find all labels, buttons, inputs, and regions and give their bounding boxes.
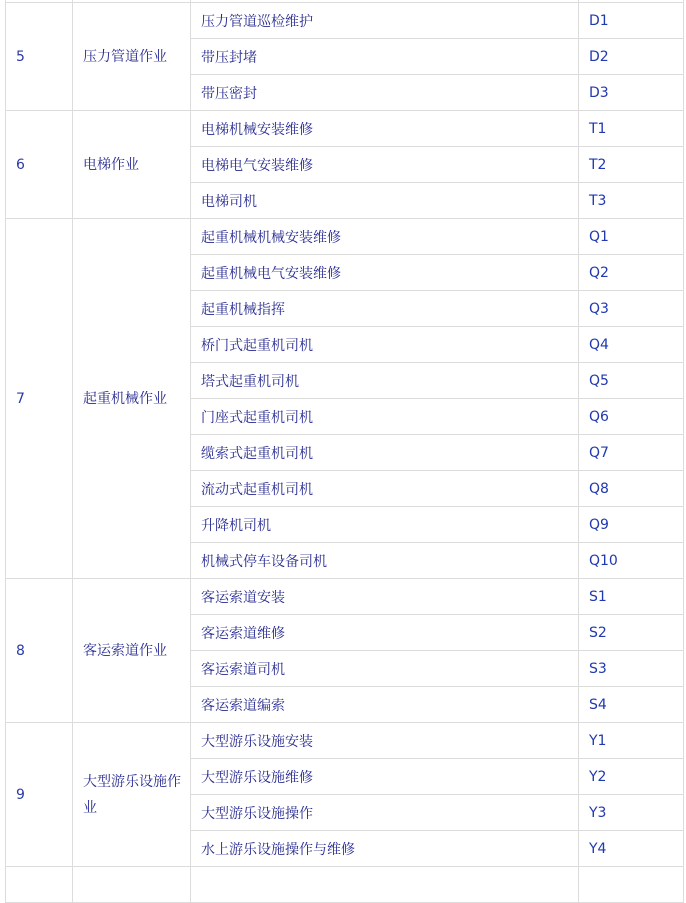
item-name-cell: 电梯电气安装维修 <box>191 147 579 183</box>
group-number-cell: 9 <box>6 723 73 867</box>
category-cell: 电梯作业 <box>73 111 191 219</box>
item-name-cell: 大型游乐设施操作 <box>191 795 579 831</box>
item-code-cell: Q3 <box>579 291 684 327</box>
item-name-cell: 桥门式起重机司机 <box>191 327 579 363</box>
operation-category-table <box>5 0 684 903</box>
category-cell: 起重机械作业 <box>73 219 191 579</box>
item-code-cell: Q1 <box>579 219 684 255</box>
item-code-cell: Q6 <box>579 399 684 435</box>
item-code-cell: T3 <box>579 183 684 219</box>
item-name-cell: 起重机械机械安装维修 <box>191 219 579 255</box>
item-name-cell: 客运索道司机 <box>191 651 579 687</box>
certificate-table-container <box>5 0 684 903</box>
item-code-cell: Q10 <box>579 543 684 579</box>
item-name-cell: 电梯机械安装维修 <box>191 111 579 147</box>
item-code-cell: T1 <box>579 111 684 147</box>
item-code-cell: D2 <box>579 39 684 75</box>
item-code-cell: Q9 <box>579 507 684 543</box>
group-number-cell: 5 <box>6 3 73 111</box>
item-code-cell: Q7 <box>579 435 684 471</box>
item-code-cell: T2 <box>579 147 684 183</box>
item-name-cell: 水上游乐设施操作与维修 <box>191 831 579 867</box>
item-name-cell: 客运索道维修 <box>191 615 579 651</box>
item-name-cell: 压力管道巡检维护 <box>191 3 579 39</box>
category-cell: 大型游乐设施作业 <box>73 723 191 867</box>
category-cell: 压力管道作业 <box>73 3 191 111</box>
item-name-cell: 起重机械指挥 <box>191 291 579 327</box>
table-body <box>6 0 684 903</box>
item-code-cell: S4 <box>579 687 684 723</box>
item-name-cell: 升降机司机 <box>191 507 579 543</box>
table-row-partial-bottom <box>6 867 684 903</box>
item-name-cell: 客运索道编索 <box>191 687 579 723</box>
table-row <box>6 579 684 615</box>
item-name-cell: 机械式停车设备司机 <box>191 543 579 579</box>
item-code-cell: S3 <box>579 651 684 687</box>
item-name-cell: 客运索道安装 <box>191 579 579 615</box>
group-number-cell: 8 <box>6 579 73 723</box>
group-number-cell: 6 <box>6 111 73 219</box>
item-code-cell: Y3 <box>579 795 684 831</box>
item-code-cell: D1 <box>579 3 684 39</box>
item-name-cell: 流动式起重机司机 <box>191 471 579 507</box>
item-name-cell: 电梯司机 <box>191 183 579 219</box>
item-name-cell: 大型游乐设施安装 <box>191 723 579 759</box>
table-row <box>6 219 684 255</box>
item-code-cell: S2 <box>579 615 684 651</box>
table-row <box>6 3 684 39</box>
item-name-cell: 起重机械电气安装维修 <box>191 255 579 291</box>
item-name-cell: 门座式起重机司机 <box>191 399 579 435</box>
group-number-cell: 7 <box>6 219 73 579</box>
table-row <box>6 723 684 759</box>
item-code-cell: D3 <box>579 75 684 111</box>
item-name-cell: 大型游乐设施维修 <box>191 759 579 795</box>
item-code-cell: S1 <box>579 579 684 615</box>
item-code-cell: Q5 <box>579 363 684 399</box>
category-cell: 客运索道作业 <box>73 579 191 723</box>
item-code-cell: Q4 <box>579 327 684 363</box>
item-code-cell: Y2 <box>579 759 684 795</box>
item-name-cell: 塔式起重机司机 <box>191 363 579 399</box>
item-code-cell: Q2 <box>579 255 684 291</box>
item-name-cell: 带压密封 <box>191 75 579 111</box>
item-code-cell: Y1 <box>579 723 684 759</box>
item-code-cell: Y4 <box>579 831 684 867</box>
item-code-cell: Q8 <box>579 471 684 507</box>
table-row <box>6 111 684 147</box>
item-name-cell: 带压封堵 <box>191 39 579 75</box>
item-name-cell: 缆索式起重机司机 <box>191 435 579 471</box>
